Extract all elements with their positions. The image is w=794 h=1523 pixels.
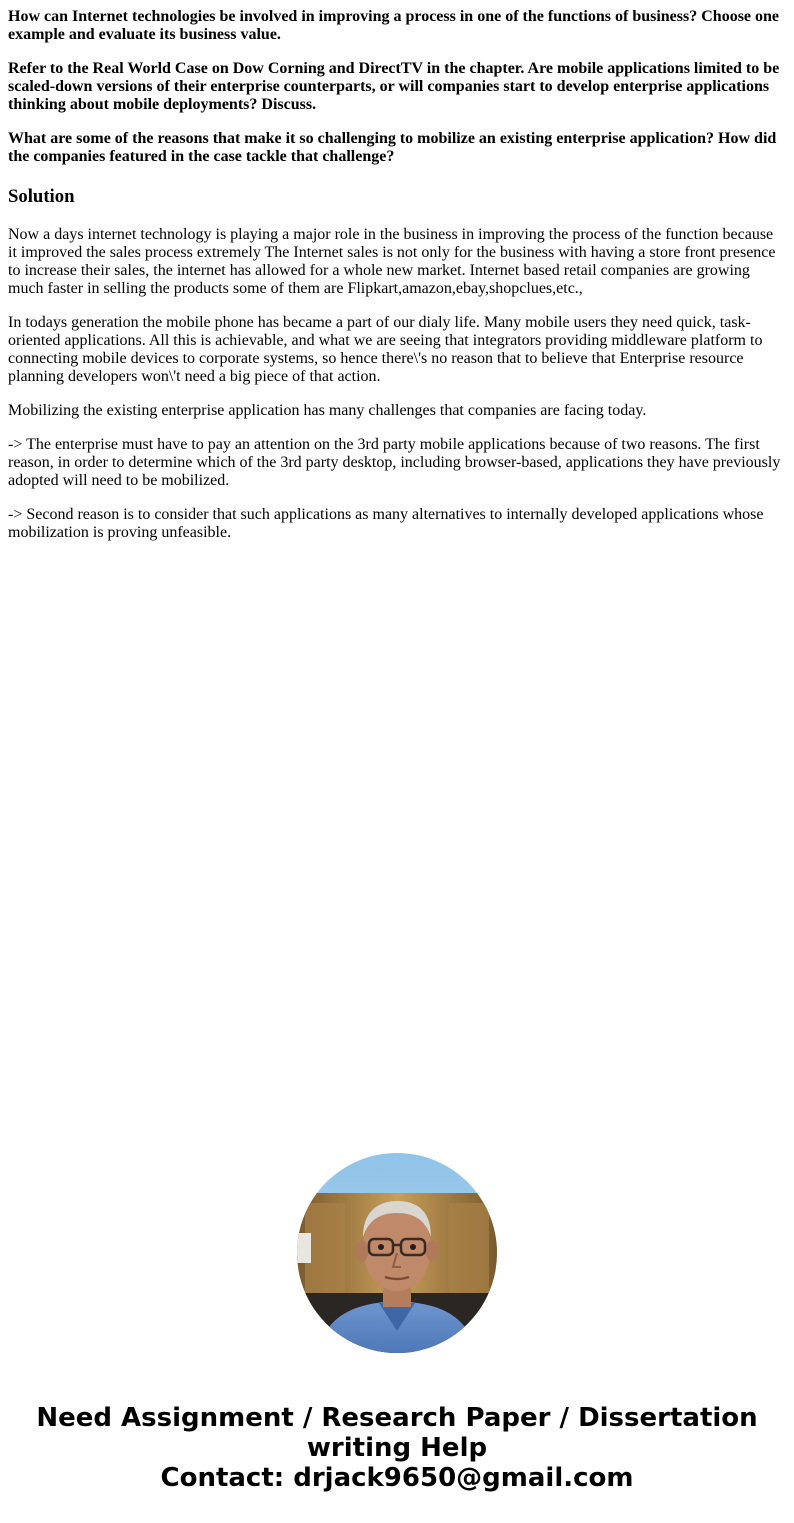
solution-paragraph-1: Now a days internet technology is playing a major role in the business in improving the process of the function because it improved the sales process extremely The Internet sales is not only for the business with having a store front presence to increase their sales, the internet has allowed for a whole new market. Internet based retail companies are growing much faster in selling the products some of them are Flipkart,amazon,ebay,shopclues,etc.,: [8, 226, 776, 297]
author-avatar: [297, 1153, 497, 1353]
banner-line-1: Need Assignment / Research Paper / Dissertation: [36, 1403, 758, 1433]
banner-line-2: writing Help: [306, 1433, 488, 1463]
solution-paragraph-2: In todays generation the mobile phone has became a part of our dialy life. Many mobile users they need quick, task-oriented applications. All this is achievable, and what we are seeing that integrators providing middleware platform to connecting mobile devices to corporate systems, so hence there\'s no reason that to believe that Enterprise resource planning developers won\'t need a big piece of that action.: [8, 314, 763, 385]
question-1: How can Internet technologies be involved in improving a process in one of the functions of business? Choose one example and evaluate its business value.: [8, 8, 780, 43]
solution-paragraph-5: -> Second reason is to consider that such applications as many alternatives to internally developed applications whose mobilization is proving unfeasible.: [8, 506, 764, 541]
solution-heading: Solution: [8, 186, 75, 207]
solution-paragraph-3: Mobilizing the existing enterprise application has many challenges that companies are facing today.: [8, 402, 647, 419]
question-3: What are some of the reasons that make it so challenging to mobilize an existing enterprise application? How did the companies featured in the case tackle that challenge?: [8, 130, 777, 165]
solution-paragraph-4: -> The enterprise must have to pay an attention on the 3rd party mobile applications because of two reasons. The first reason, in order to determine which of the 3rd party desktop, including browser-based, applications they have previously adopted will need to be mobilized.: [8, 436, 781, 489]
document-content: [8, 8, 786, 558]
contact-banner: [0, 1403, 794, 1493]
question-2: Refer to the Real World Case on Dow Corning and DirectTV in the chapter. Are mobile applications limited to be scaled-down versions of their enterprise counterparts, or will companies start to develop enterprise applications thinking about mobile deployments? Discuss.: [8, 60, 780, 113]
banner-contact-email: Contact: drjack9650@gmail.com: [160, 1463, 634, 1493]
